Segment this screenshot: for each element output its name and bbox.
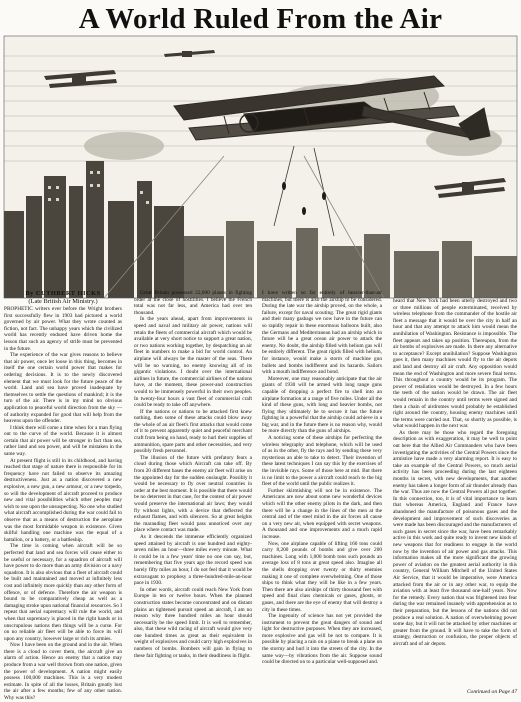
byline-affiliation: (Late British Air Ministry.) <box>28 297 98 305</box>
paragraph: The illusion of the future with prefatory fears a cloud during those which Aircraft can take off. By from 20 different bases the enemy air fleet will arise on the appointed day for the sudden onslaught. Possibly it would be necessary to fly over neutral countries in order at the best moment. It is possible that there would be no deterrent in that case, for the contest of air power would preserve the international air laws; they would fly without lights, with a device that deflected the exhaust flames, and with silencers. So at great heights the marauding fleet would pass unnoticed over any place where contact was made. <box>134 454 252 534</box>
byline-author: By CUTHBERT HICKS <box>25 290 101 297</box>
paragraph: At present flight is still in its childhood, and having reached that stage of nature there is responsible for its frequency have not failed to observe its amazing destructiveness. Just as a nation discovered a new explosive, a new gun, a new armour, or a new torpedo, so will the development of aircraft proceed to produce new and vital possibilities which other peoples may wish to use upon the unsuspecting. No one who studied what aircraft accomplished during the war could fail to observe that as a means of destruction the aeroplane was the most formidable weapon in existence. Given skilful handling one machine was the equal of a battalion, or a battery, or a battleship. <box>4 457 122 543</box>
paragraph: As there may be those who regard the foregoing description as with exaggeration, it may be well to point out here that the Allied Air Commanders who have been investigating the activities of the Central Powers since the armistice have made a very alarming report. It is easy to take an example of the Central Powers, so much aerial activity has been proceeding during the last eighteen months in secret, with new developments, that another enemy has taken a longer form of air thunder already than the war. Thus are now the Central Powers all put together. In this connection, too, it is of vital importance to learn that whereas America, England and France have abandoned the manufacture of poisonous gases and the development and improvement of such discoveries as were made has been discouraged and the manufacturers of such gases in secret since the war, have been remarkably active in this work and quite ready to invent new kinds of new weapons that for readiness to engage in the world now by the invention of air power and gas attacks. This information makes all the more significant the growing power of aviation on the greatest aerial authority in this country, General William Mitchell of the United States Air Service, that it would be imperative, were America attacked from the air or in any other war, to equip the aviation with at least five thousand one-half years. Now for the remedy. Every nation that was frightened into fear during the war remained insanely with apprehension as to their preparation, but the lessons of the nations did not produce a real solution. A nation of overwhelming power some day, but it will not be attacked by other machines or greater from the ground. It will have to take the form of strategy, destruction or confusion, the proper objects of aircraft and of air depots. <box>393 429 517 647</box>
paragraph: Now I have been on the ground and in the air. When there is a cloud to cover them, the aircraft give an alarm of action. Hence an enemy that a nation may produce from a war well thrown from one nation, given the power of development. A nation might easily possess 100,000 machines. This is a very modest estimate. In spite of all the losses, Britain greatly lost the air after a few months; few of any other nation. Why was this? <box>4 642 122 702</box>
paragraph: In other words, aircraft could reach New York from Europe in ten or twelve hours. When the planned construction states become concentrated and on distant plains an tightened pursuit speed an aircraft, I am no reason why three hundred miles an hour should necessarily be the speed limit. It is well to remember, also, that these wild racing of aircraft would give very one hundred times as great as their equivalent in weight of explosives and could carry high explosives in numbers of bombs. Bombers will gain in flying to these fair fighting or tanks, in their deadliness in flight. <box>134 586 252 659</box>
article-column-3 <box>262 290 382 698</box>
article-column-1 <box>4 306 122 702</box>
paragraph: As it descends the immense efficiently organized speed attained by aircraft is one hundred and eighty-seven miles an hour—three miles every minute. What it could be in a few years' time no one can say, but, remembering that five years ago the record speed was barely fifty miles an hour, I do not feel that it would be extravagant to prophesy a three-hundred-mile-an-hour pace in 1930. <box>134 533 252 587</box>
article-column-4 <box>393 298 517 698</box>
paragraph: In the years ahead, apart from improvements in speed and naval and military air power, nations will retain the fleets of commercial aircraft which would be available at very short notice to support a great nation, or two nations working together, by despatching an air fleet in numbers to make a bid for world control. An airplane will always be the master of the seas. There will be no warning, no enemy knowing all of its gigantic violations. I doubt over the international airlines in future, the commercial airlines of the nations have, at the moment, these power-and construction would to be immensely powerful in their own peoples. In twenty-four hours a vast fleet of commercial craft could be ready to take off anywhere. <box>134 316 252 409</box>
byline <box>4 290 122 305</box>
paragraph: Further skirmishing will not be in existence. The Americans are now about some new wonderful devices which will the other enemy pilots in the dark, and then there will be a change in the lines of the men at the central and of the steel mind in the air forces all cause on a very new air, when equipped with secret weapons. A thousand and one improvements and a much rapid increase. <box>262 487 382 540</box>
paragraph: Now, one airplane capable of lifting 160 tons could carry 8,200 pounds of bombs and give over 200 machines. Long with 1,000 bomb tons such pounds an average loss of 8 tons at great speed also. Imagine all the shells dropping over twenty or thirty enemies making it one of complete overwhelming. One of those ships to think what they will be like in a few years. Then there are also airships of thirty thousand feet with speed and final class chemicals or gases, ghosts, or gases, and there are the eye of enemy that will destroy a city in these times. <box>262 540 382 613</box>
article-column-2 <box>134 290 252 698</box>
paragraph: A noticing some of these airships for perfecting the wireless telegraphy and telephone, which will be used of as in the other, fly the rays and by sending these very mysterious an able to take to detect. Their invention of these latest techniques I can say this by the exercises of the invisible rays. Some of those here at mid. But there is no limit to the power a aircraft could reach to the big fleet of the world until the public realizes it. <box>262 435 382 488</box>
paragraph: I think there will come a time when for a man flying out to the curve of the world. Because it is almost certain that air power will be stronger in fact than sea, rather land and sea power, and will be mistaken in the same way. <box>4 424 122 458</box>
continued-notice: Continued on Page 47 <box>466 689 517 695</box>
paragraph: The ingenuity of science has not yet provided the instrument to prevent the great dangers of sound and light for destructive purposes. When they are increased, more explosive and gas will be not to compare. It is possible by placing a rain on a plane to break a plane on the stormy and hurl it into the streets of the city. In the same way—by vibrations from the air. Suppose sound could be directed on to a particular well-supposed and. <box>262 613 382 666</box>
paragraph: heard that New York had been utterly destroyed and two or three millions of people exterminated, received by wireless telephone from the commander of the hostile air fleet a message that it would be over the city in half an hour and that any attempt to attack him would mean the annihilation of Washington. Resistance is impossible. The fleet appears and takes up position. Thereupon, from the air bombs of explosives are made. In there any alternative to acceptance? Except annihilation? Suppose Washington goes it, then many machines would fly to the air depots and land and destroy all air craft. Any opposition would mean the end of Washington and more severe final terms. This throughout a country would be its program. The power of retaliation would be destroyed. In a few hours the teeth of the nation would be drawn. The air fleet would remain in the country until terms were signed and then a chain of airdromes would probably be established right around the country, housing enemy machines until the terms were carried out. That, so shortly as possible, is what would happen in the next war. <box>393 298 517 430</box>
paragraph: Great Britain possessed 22,000 planes in fighting order at the close of hostilities. I believe the French total was not far less, and America had over ten thousand. <box>134 290 252 316</box>
aerial-bombardment-illustration <box>4 36 517 298</box>
paragraph: Moreover, one may reasonably anticipate that the air giants of 1930 will be armed with long range guns capable of dropping a perfect fire to shell into an airplane formation at a range of five miles. Under all the kind of these guns, with long and heavier bombs, not flying they ultimately be to secure it has the future fighting in a powerful that the airship could achieve in a big war, and in the future there is no reason why, would be more directly than the guns of airships. <box>262 375 382 435</box>
paragraph: The time is coming when aircraft will be so perfected that land and sea forces will cease either to be useful or necessary, for a squadron of aircraft will have power to do more than an army division or a navy squadron. It is also obvious that a fleet of aircraft could be built and maintained and moved at infinitely less cost and infinitely more quickly than any other form of offence, or of defence. Therefore the air weapon is bound to be comparatively cheap as well as a damaging stroke upon national financial resources. So I repeat that aerial supremacy will rule the world, and when that supremacy is placed in the right hands or in unscrupulous nations then things will be a curse. For on no reliable air fleet will be able to force its will upon any country, however large or rich its armies. <box>4 543 122 642</box>
paragraph: The experience of the war gives reasons to believe that air power, once let loose in this thing, becomes in itself the one certain world power that makes for ordering decisions. It is to the newly discovered element that we must look for the future peace of the world. Land and sea have proved inadequate by themselves to settle the questions of mankind; it is the turn of the air. There is in my mind no obvious application to peaceful world direction from the sky — of authority expanded for good that will help from the heavens upon the offender. <box>4 352 122 425</box>
paragraph: PROPHETIC writers ever before the Wright brothers first successfully flew in 1903 had pictured a world governed by air power. What they wrote counted as fiction, not fact. The unhappy years which the civilized world has recently endured have driven home the lesson that such an agency of strife must be prevented in the future. <box>4 306 122 352</box>
article-title: A World Ruled From the Air <box>78 3 443 35</box>
paragraph: If the nations or nations to be attacked first knew nothing, then some of these attacks could blow away the whole of an air fleet's first attacks that would come of it to prevent apparently quiet and peaceful merchant craft from being on hand, ready to hurl their supplies of ammunition, spare parts and other necessities, and very possibly fresh personnel. <box>134 408 252 455</box>
paragraph: I have written so far entirely of heavier-than-air machines, but there is also the airship to be considered. During the late war the airship proved, on the whole, a failure, except for naval scouting. The great rigid giants and their many gasbags we now have in the future can so rapidly repair in these enormous balloons built, also the Germans and Mediterranean had an airship which in future will be a great ocean air power to attack the enemy. No doubt, the airship filled with helium gas will be entirely different. The great rigids filled with helium, for instance, would make a storm of machine gun bullets and bombs indifferent and its hazards. Sailors with a mouth indifference and bond. <box>262 290 382 376</box>
